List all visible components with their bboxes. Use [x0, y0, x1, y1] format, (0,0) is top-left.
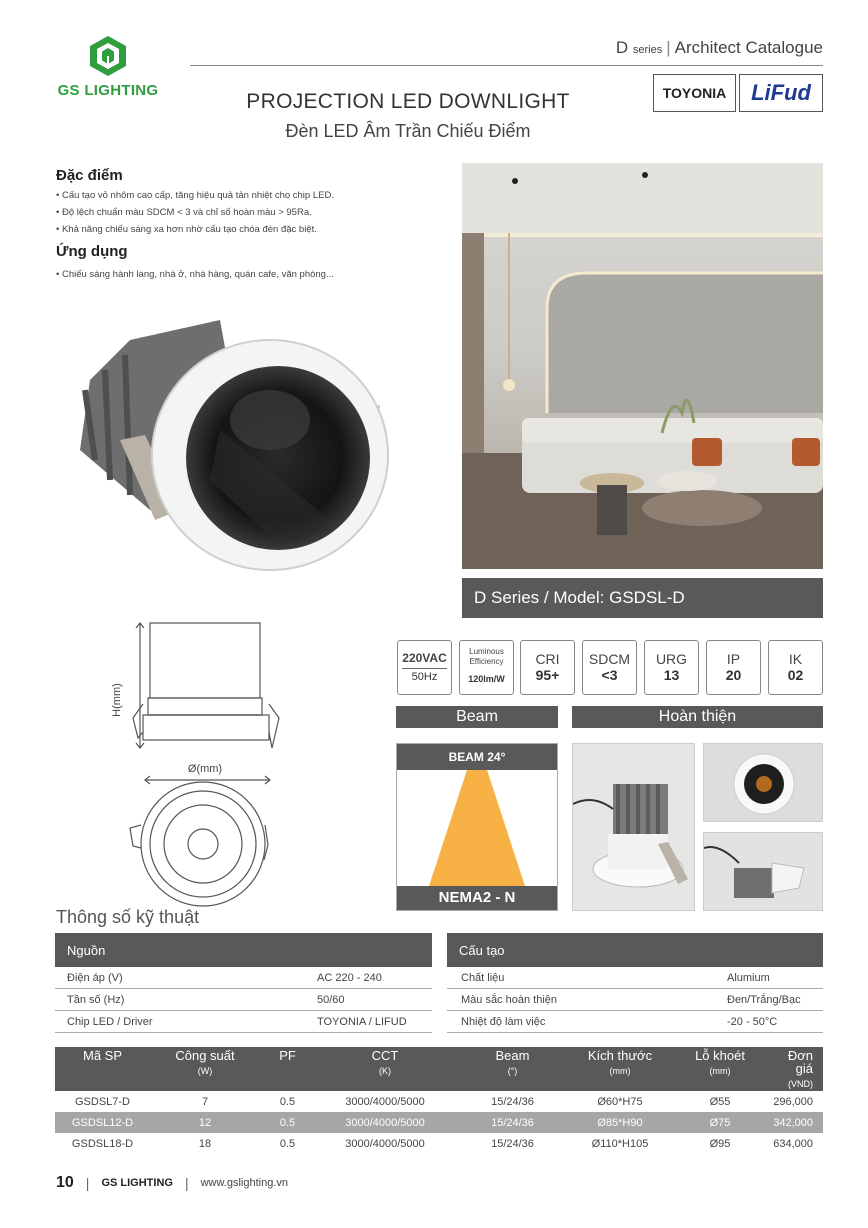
urg-label: URG — [655, 651, 688, 667]
beam-cone-icon — [397, 770, 557, 886]
ip-value: 20 — [725, 667, 742, 683]
table-row — [447, 989, 823, 1011]
features-list — [56, 187, 436, 238]
cell-power: 7 — [201, 1095, 209, 1108]
toyonia-logo: TOYONIA — [653, 74, 736, 112]
application-item: • Chiếu sáng hành lang, nhà ở, nhà hàng, quán cafe, văn phòng... — [56, 266, 436, 283]
page-title: PROJECTION LED DOWNLIGHT — [246, 90, 570, 113]
separator: | — [666, 38, 671, 57]
height-label: H(mm) — [111, 683, 123, 717]
diameter-label: Ø(mm) — [187, 763, 223, 775]
table-row — [55, 1091, 823, 1112]
cell-beam: 15/24/36 — [491, 1095, 534, 1108]
ik-value: 02 — [787, 667, 804, 683]
row-key: Tần số (Hz) — [67, 993, 125, 1006]
luminous-label: Luminous Efficiency — [469, 647, 504, 666]
col-header: CCT (K) — [315, 1047, 455, 1091]
cell-code: GSDSL7-D — [74, 1095, 131, 1108]
cell-cutout: Ø95 — [709, 1137, 731, 1150]
structure-table — [447, 933, 823, 1033]
features-heading: Đặc điểm — [56, 167, 123, 184]
page-subtitle: Đèn LED Âm Trần Chiếu Điểm — [285, 121, 531, 141]
series-header — [616, 38, 823, 58]
cri-value: 95+ — [535, 667, 560, 683]
model-bar: D Series / Model: GSDSL-D — [462, 578, 823, 618]
table-row — [55, 1133, 823, 1154]
urg-value: 13 — [663, 667, 680, 683]
technical-drawing — [100, 620, 300, 920]
page-number: 10 — [56, 1174, 74, 1191]
catalogue-name: Architect Catalogue — [674, 38, 823, 57]
row-key: Màu sắc hoàn thiện — [461, 993, 558, 1006]
beam-heading: Beam — [396, 706, 558, 728]
website-link[interactable]: www.gslighting.vn — [200, 1177, 289, 1189]
ik-label: IK — [788, 651, 803, 667]
table-row — [55, 1112, 823, 1133]
cell-size: Ø85*H90 — [570, 1112, 670, 1133]
cell-price: 634,000 — [773, 1137, 813, 1150]
feature-item: • Khả năng chiếu sáng xa hơn nhờ cấu tạo chóa đèn đặc biệt. — [56, 221, 436, 238]
cell-cct: 3000/4000/5000 — [345, 1137, 425, 1150]
brand-logo — [56, 34, 160, 99]
power-table — [55, 933, 432, 1033]
finish-photo-front — [703, 743, 823, 822]
row-key: Chip LED / Driver — [67, 1015, 153, 1028]
luminous-value: 120lm/W — [468, 674, 505, 684]
table-row — [447, 967, 823, 989]
cell-cct: 3000/4000/5000 — [315, 1112, 455, 1133]
product-table — [55, 1047, 823, 1154]
row-key: Chất liệu — [461, 971, 505, 984]
table-header-row — [55, 1047, 823, 1091]
cell-beam: 15/24/36 — [491, 1137, 534, 1150]
finish-photo-angle — [703, 832, 823, 911]
cell-price: 296,000 — [773, 1095, 813, 1108]
page-footer — [56, 1174, 288, 1192]
cell-size: Ø60*H75 — [597, 1095, 643, 1108]
col-header: Công suất (W) — [150, 1047, 260, 1091]
spec-ip — [706, 640, 761, 695]
row-value: -20 - 50°C — [727, 1015, 778, 1028]
table-row — [55, 967, 432, 989]
downlight-angle-image — [704, 833, 823, 911]
cell-power: 18 — [198, 1137, 212, 1150]
row-value: Đen/Trắng/Bạc — [727, 993, 801, 1006]
col-header: Beam (°) — [455, 1047, 570, 1091]
col-header: Kích thước (mm) — [570, 1047, 670, 1091]
col-header: Đơn giá (VND) — [770, 1047, 823, 1091]
spec-sdcm — [582, 640, 637, 695]
cell-size: Ø110*H105 — [591, 1137, 649, 1150]
col-header: Mã SP — [55, 1047, 150, 1091]
row-key: Điện áp (V) — [67, 971, 123, 984]
voltage-label: 220VAC — [402, 650, 447, 669]
spec-cri — [520, 640, 575, 695]
brand-name: GS LIGHTING — [57, 82, 159, 99]
application-heading: Ứng dụng — [56, 243, 128, 260]
beam-diagram — [396, 743, 558, 911]
cube-logo-icon — [88, 34, 128, 78]
header-rule — [190, 65, 823, 66]
row-value: 50/60 — [317, 993, 345, 1006]
cell-cct: 3000/4000/5000 — [345, 1095, 425, 1108]
downlight-side-image — [573, 744, 695, 911]
cell-code: GSDSL12-D — [55, 1112, 150, 1133]
cell-price: 342,000 — [770, 1112, 823, 1133]
series-small: series — [632, 44, 663, 56]
spec-ik — [768, 640, 823, 695]
cell-beam: 15/24/36 — [455, 1112, 570, 1133]
power-heading: Nguồn — [55, 933, 432, 967]
series-prefix: D — [615, 38, 629, 57]
spec-voltage — [397, 640, 452, 695]
feature-item: • Độ lệch chuẩn màu SDCM < 3 và chỉ số hoàn màu > 95Ra. — [56, 204, 436, 221]
structure-heading: Cấu tạo — [447, 933, 823, 967]
row-value: Alumium — [727, 971, 770, 984]
separator: | — [184, 1175, 189, 1191]
feature-item: • Cấu tạo vỏ nhôm cao cấp, tăng hiệu quả tản nhiệt cho chip LED. — [56, 187, 436, 204]
lifud-logo: LiFud — [739, 74, 823, 112]
sdcm-value: <3 — [601, 667, 618, 683]
spec-luminous — [459, 640, 514, 695]
cell-pf: 0.5 — [279, 1095, 296, 1108]
spec-urg — [644, 640, 699, 695]
tech-title: Thông số kỹ thuật — [56, 907, 200, 927]
row-value: AC 220 - 240 — [317, 971, 382, 984]
beam-angle: BEAM 24° — [397, 744, 557, 770]
table-row — [55, 1011, 432, 1033]
product-image — [70, 310, 390, 580]
living-room-image — [462, 163, 823, 569]
table-row — [55, 989, 432, 1011]
downlight-front-image — [704, 744, 823, 822]
finish-photo-side — [572, 743, 695, 911]
separator: | — [85, 1175, 90, 1191]
voltage-value: 50Hz — [411, 670, 438, 683]
nema-label: NEMA2 - N — [397, 886, 557, 910]
footer-brand: GS LIGHTING — [101, 1177, 173, 1189]
interior-photo — [462, 163, 823, 569]
cell-pf: 0.5 — [279, 1137, 296, 1150]
table-row — [447, 1011, 823, 1033]
cell-code: GSDSL18-D — [71, 1137, 134, 1150]
application-list — [56, 266, 436, 283]
finish-heading: Hoàn thiện — [572, 706, 823, 728]
cell-pf: 0.5 — [260, 1112, 315, 1133]
row-value: TOYONIA / LIFUD — [317, 1015, 407, 1028]
sdcm-label: SDCM — [588, 651, 631, 667]
col-header: Lỗ khoét (mm) — [670, 1047, 770, 1091]
cell-cutout: Ø55 — [709, 1095, 731, 1108]
row-key: Nhiệt độ làm việc — [461, 1015, 546, 1028]
cell-cutout: Ø75 — [670, 1112, 770, 1133]
cell-power: 12 — [150, 1112, 260, 1133]
ip-label: IP — [726, 651, 741, 667]
cri-label: CRI — [535, 651, 560, 667]
col-header: PF — [260, 1047, 315, 1091]
